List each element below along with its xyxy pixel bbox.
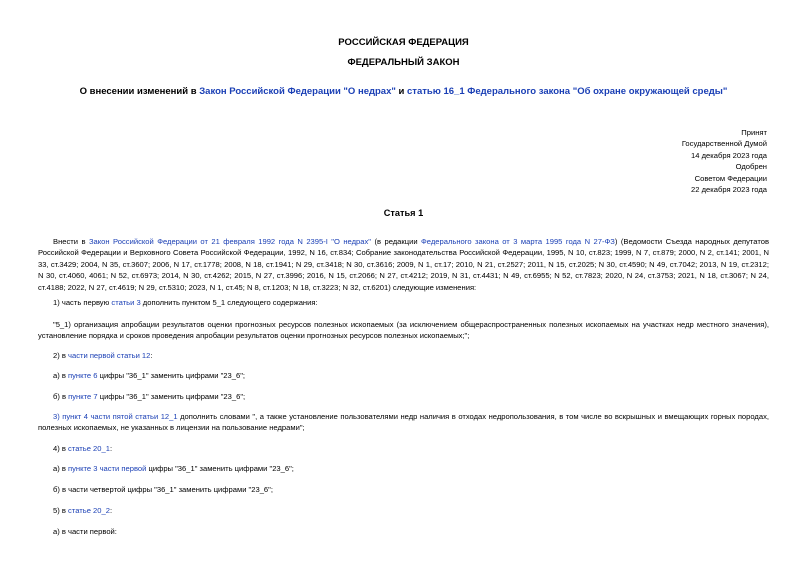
paragraph-text: цифры "36_1" заменить цифрами "23_6"; bbox=[97, 371, 245, 380]
link-article-20-2[interactable]: статье 20_2 bbox=[68, 506, 110, 515]
paragraph-item-5 bbox=[38, 505, 769, 516]
paragraph-item-4 bbox=[38, 443, 769, 454]
paragraph-text: б) в bbox=[53, 392, 69, 401]
paragraph-text: : bbox=[150, 351, 153, 360]
link-point-6[interactable]: пункте 6 bbox=[68, 371, 98, 380]
title-link-nedra[interactable]: Закон Российской Федерации "О недрах" bbox=[199, 86, 396, 97]
paragraph-text: ) (Ведомости Съезда народных депутатов Российской Федерации и Верховного Совета Российской Федерации, 1992, N 16, ст.834; Собрание законодательства Российской Федерации, 1995, N 10, ст.823; 1999, N 7, ст.879; 2000, N 2, ст.141; 2001, N 33, ст.3429; 2004, N 35, ст.3607; 2006, N 17, ст.1778; 2008, N 18, ст.1941; N 29, ст.3418; N 30, ст.3616; 2009, N 1, ст.17; 2010, N 21, ст.2527; 2011, N 15, ст.2025; N 30, ст.4590; N 49, ст.7042; 2013, N 19, ст.2312; N 30, ст.4060, 4061; N 52, ст.6973; 2014, N 30, ст.4262; 2015, N 27, ст.3996; 2016, N 15, ст.2066; N 27, ст.4212; 2019, N 31, ст.4431; N 49, ст.6955; N 52, ст.7823; 2020, N 24, ст.3753; 2021, N 18, ст.3067; N 24, ст.4188; 2022, N 27, ст.4619; N 29, ст.5310; 2023, N 1, ст.45; N 8, ст.1203; N 18, ст.3223; N 32, ст.6201) следующие изменения: bbox=[38, 237, 770, 292]
paragraph-text: (в редакции bbox=[371, 237, 422, 246]
paragraph-text: 4) в bbox=[53, 444, 69, 453]
doc-type-heading: ФЕДЕРАЛЬНЫЙ ЗАКОН bbox=[347, 57, 460, 68]
paragraph-text: цифры "36_1" заменить цифрами "23_6"; bbox=[146, 464, 294, 473]
link-point-7[interactable]: пункте 7 bbox=[68, 392, 98, 401]
paragraph-text: 1) часть первую bbox=[53, 298, 112, 307]
approved-by: Советом Федерации bbox=[694, 173, 767, 183]
link-article-12-1[interactable]: 3) пункт 4 части пятой статьи 12_1 bbox=[53, 412, 178, 421]
country-heading: РОССИЙСКАЯ ФЕДЕРАЦИЯ bbox=[338, 37, 469, 48]
paragraph-item-5a: а) в части первой: bbox=[53, 527, 117, 536]
title-text: и bbox=[395, 86, 408, 97]
paragraph-item-4b: б) в части четвертой цифры "36_1" заменить цифрами "23_6"; bbox=[53, 485, 273, 494]
paragraph-text: 2) в bbox=[53, 351, 69, 360]
paragraph-text: дополнить пунктом 5_1 следующего содержания: bbox=[140, 298, 318, 307]
law-title bbox=[0, 86, 807, 97]
link-article-3[interactable]: статьи 3 bbox=[111, 298, 141, 307]
paragraph-item-2 bbox=[38, 350, 769, 361]
paragraph-item-4a bbox=[38, 463, 769, 474]
paragraph-item-1 bbox=[38, 297, 769, 308]
adopted-date: 14 декабря 2023 года bbox=[691, 150, 767, 160]
paragraph-text: 5) в bbox=[53, 506, 69, 515]
approved-label: Одобрен bbox=[735, 162, 767, 172]
link-article-12[interactable]: части первой статьи 12 bbox=[68, 351, 151, 360]
link-point-3-part-1[interactable]: пункте 3 части первой bbox=[68, 464, 147, 473]
paragraph-text: : bbox=[109, 444, 113, 453]
title-link-article-16-1[interactable]: статью 16_1 Федерального закона "Об охране окружающей среды" bbox=[407, 86, 728, 97]
paragraph-item-2a bbox=[38, 370, 769, 381]
paragraph-text: дополнить словами ", а также установление пользователями недр наличия в отходах недропользования, в том числе во вскрышных и вмещающих горных породах, полезных ископаемых, не указанных в лицензии на пользование недрами"; bbox=[38, 412, 769, 433]
adopted-by: Государственной Думой bbox=[681, 139, 767, 149]
paragraph-intro bbox=[38, 236, 769, 293]
paragraph-text: а) в bbox=[53, 371, 69, 380]
article-title: Статья 1 bbox=[383, 208, 424, 218]
paragraph-text: цифры "36_1" заменить цифрами "23_6"; bbox=[97, 392, 246, 401]
paragraph-item-3 bbox=[38, 411, 769, 434]
title-text: О внесении изменений в bbox=[79, 86, 200, 97]
link-law-27fz[interactable]: Федерального закона от 3 марта 1995 года N 27-ФЗ bbox=[421, 237, 615, 246]
link-law-nedra[interactable]: Закон Российской Федерации от 21 февраля 1992 года N 2395-I "О недрах" bbox=[88, 237, 371, 246]
link-article-20-1[interactable]: статье 20_1 bbox=[68, 444, 110, 453]
paragraph-text: а) в bbox=[53, 464, 69, 473]
paragraph-item-2b bbox=[38, 391, 769, 402]
paragraph-text: : bbox=[109, 506, 113, 515]
adoption-block bbox=[682, 127, 767, 195]
adopted-label: Принят bbox=[741, 128, 767, 137]
paragraph-text: Внести в bbox=[53, 237, 89, 246]
approved-date: 22 декабря 2023 года bbox=[691, 185, 767, 195]
paragraph-quote-5-1: "5_1) организация апробации результатов оценки прогнозных ресурсов полезных ископаемых (за исключением общераспространенных полезных ископаемых на участках недр местного значения), установление порядка и сроков проведения апробации результатов оценки прогнозных ресурсов полезных ископаемых;"; bbox=[38, 320, 769, 341]
